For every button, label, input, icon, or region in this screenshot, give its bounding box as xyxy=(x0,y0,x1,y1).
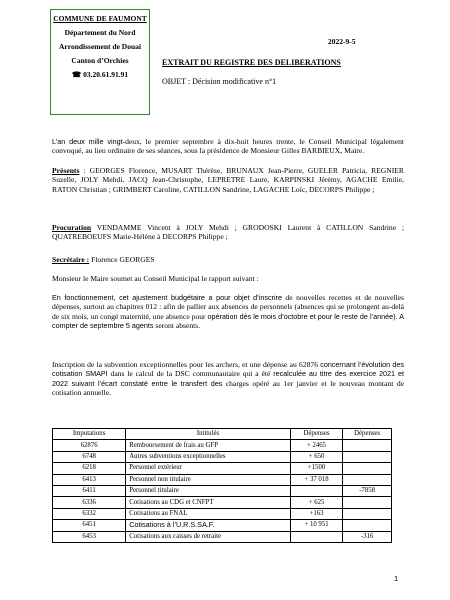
depense-cell: + 2465 xyxy=(290,440,343,451)
subvention-paragraph xyxy=(52,360,404,398)
table-row xyxy=(53,497,392,508)
table-row xyxy=(53,508,392,519)
maire-paragraph: Monsieur le Maire soumet au Conseil Municipal le rapport suivant : xyxy=(52,274,259,283)
imputation-cell: 6453 xyxy=(53,531,126,542)
commune-header-box xyxy=(50,9,150,115)
intitule-cell: Cotisations au FNAL xyxy=(126,508,291,519)
presents-label: Présents xyxy=(52,166,80,175)
fonctionnement-end: seront absents. xyxy=(153,321,201,331)
depense-cell: -7858 xyxy=(343,485,392,496)
depense-cell xyxy=(290,485,343,496)
table-row xyxy=(53,520,392,531)
commune-name: COMMUNE DE FAUMONT xyxy=(53,14,147,23)
imputation-cell: 6336 xyxy=(53,497,126,508)
arrondissement-label: Arrondissement de Douai xyxy=(59,42,141,51)
phone-number: ☎ 03.20.61.91.91 xyxy=(71,70,129,79)
table-row xyxy=(53,474,392,485)
intitule-cell: Autres subventions exceptionnelles xyxy=(126,451,291,462)
header-imputations: Imputations xyxy=(53,429,126,440)
depense-cell: +163 xyxy=(290,508,343,519)
imputation-cell: 6748 xyxy=(53,451,126,462)
table-row xyxy=(53,485,392,496)
imputation-cell: 6218 xyxy=(53,463,126,474)
header-depenses-2: Dépenses xyxy=(343,429,392,440)
fonctionnement-highlight-1: En fonctionnement, cet ajustement budgétaire a pour objet d’inscrire xyxy=(52,293,282,302)
presents-list: : GEORGES Florence, MUSART Thérèse, BRUNAUX Jean-Pierre, GUELER Patricia, REGNIER Suzelle, JOLY Mehdi, JACQ Jean-Christophe, LEPRETRE Laure, KARPINSKI Jérémy, AGACHE Emilie, RATON Christian ; GRIMBERT Caroline, CATILLON Sandrine, LAGACHE Loïc, DECORPS Philippe ; xyxy=(52,166,404,194)
depense-cell xyxy=(343,520,392,531)
imputation-cell: 6411 xyxy=(53,485,126,496)
document-title: EXTRAIT DU REGISTRE DES DELIBERATIONS xyxy=(162,58,341,67)
budget-table xyxy=(52,428,392,543)
departement-label: Département du Nord xyxy=(64,28,136,37)
secretaire-label: Secrétaire : xyxy=(52,255,90,264)
page-number: 1 xyxy=(394,574,399,583)
intro-highlight: L’an deux mille vingt xyxy=(52,137,123,146)
procuration-list: VENDAMME Vincent à JOLY Mehdi ; GRODOSKI Laurent à CATILLON Sandrine ; QUATREBOEUFS Marie-Hélène à DECORPS Philippe ; xyxy=(52,223,404,242)
depense-cell: -316 xyxy=(343,531,392,542)
depense-cell: + 650 xyxy=(290,451,343,462)
table-header-row xyxy=(53,429,392,440)
imputation-cell: 6332 xyxy=(53,508,126,519)
intitule-cell: Personnel titulaire xyxy=(126,485,291,496)
intitule-cell: Cotisations aux caisses de retraite xyxy=(126,531,291,542)
intitule-cell: Cotisations à l’U.R.S.SA.F. xyxy=(126,520,291,531)
depense-cell xyxy=(343,463,392,474)
depense-cell: + 10 951 xyxy=(290,520,343,531)
header-intitules: Intitulés xyxy=(126,429,291,440)
subvention-text-end: charges opéré au 1er janvier et le nouveau montant de cotisation annuelle. xyxy=(52,378,404,398)
procuration-paragraph xyxy=(52,223,404,242)
depense-cell xyxy=(343,440,392,451)
header-depenses-1: Dépenses xyxy=(290,429,343,440)
depense-cell xyxy=(343,497,392,508)
subvention-text-start: Inscription de la subvention exceptionnelles pour les archers, et une dépense au 62876 xyxy=(52,360,321,369)
depense-cell xyxy=(343,451,392,462)
presents-paragraph xyxy=(52,166,404,194)
table-row xyxy=(53,463,392,474)
table-row xyxy=(53,531,392,542)
fonctionnement-text: de nouvelles recettes et de nouvelles dépenses, surtout au chapitres 012 : afin de pallier aux absences de personnels (absences qui se prolongent au-delà de six mois, un congé maternité, une absence pour xyxy=(52,293,404,321)
document-object: OBJET : Décision modificative n°1 xyxy=(162,77,277,86)
subvention-highlight-2: recalculée au titre des exercice 2021 et 2022 suivant l’écart constaté entre le transfert des xyxy=(52,369,404,388)
intitule-cell: Cotisations au CDG et CNFPT xyxy=(126,497,291,508)
intitule-cell: Personnel non titulaire xyxy=(126,474,291,485)
intitule-cell: Personnel extérieur xyxy=(126,463,291,474)
depense-cell xyxy=(343,508,392,519)
document-reference: 2022-9-5 xyxy=(328,37,356,46)
imputation-cell: 6413 xyxy=(53,474,126,485)
fonctionnement-paragraph xyxy=(52,293,404,331)
table-row xyxy=(53,440,392,451)
depense-cell: + 625 xyxy=(290,497,343,508)
depense-cell xyxy=(290,531,343,542)
intitule-cell: Remboursement de frais au GFP xyxy=(126,440,291,451)
procuration-label: Procuration xyxy=(52,223,92,232)
table-row xyxy=(53,451,392,462)
imputation-cell: 6451 xyxy=(53,520,126,531)
canton-label: Canton d’Orchies xyxy=(71,56,129,65)
subvention-text-mid: dans le calcul de la DSC communautaire qui a été xyxy=(107,369,274,379)
depense-cell: +1500 xyxy=(290,463,343,474)
secretaire-name: Florence GEORGES xyxy=(89,255,155,264)
subvention-highlight-1: concernant l’évolution des cotisation SMAPI xyxy=(52,360,405,379)
intro-text: -deux, le premier septembre à dix-huit heures trente, le Conseil Municipal légalement convoqué, au lieu ordinaire de ses séances, sous la présidence de Monsieur Gilles BARBIEUX, Maire. xyxy=(52,137,404,156)
fonctionnement-highlight-2: opération dès le mois d’octobre et pour le reste de l’année). A compter de septembre 5 agents xyxy=(52,311,404,331)
secretaire-paragraph xyxy=(52,255,404,264)
intro-paragraph xyxy=(52,137,404,156)
depense-cell xyxy=(343,474,392,485)
depense-cell: + 37 018 xyxy=(290,474,343,485)
imputation-cell: 62876 xyxy=(53,440,126,451)
